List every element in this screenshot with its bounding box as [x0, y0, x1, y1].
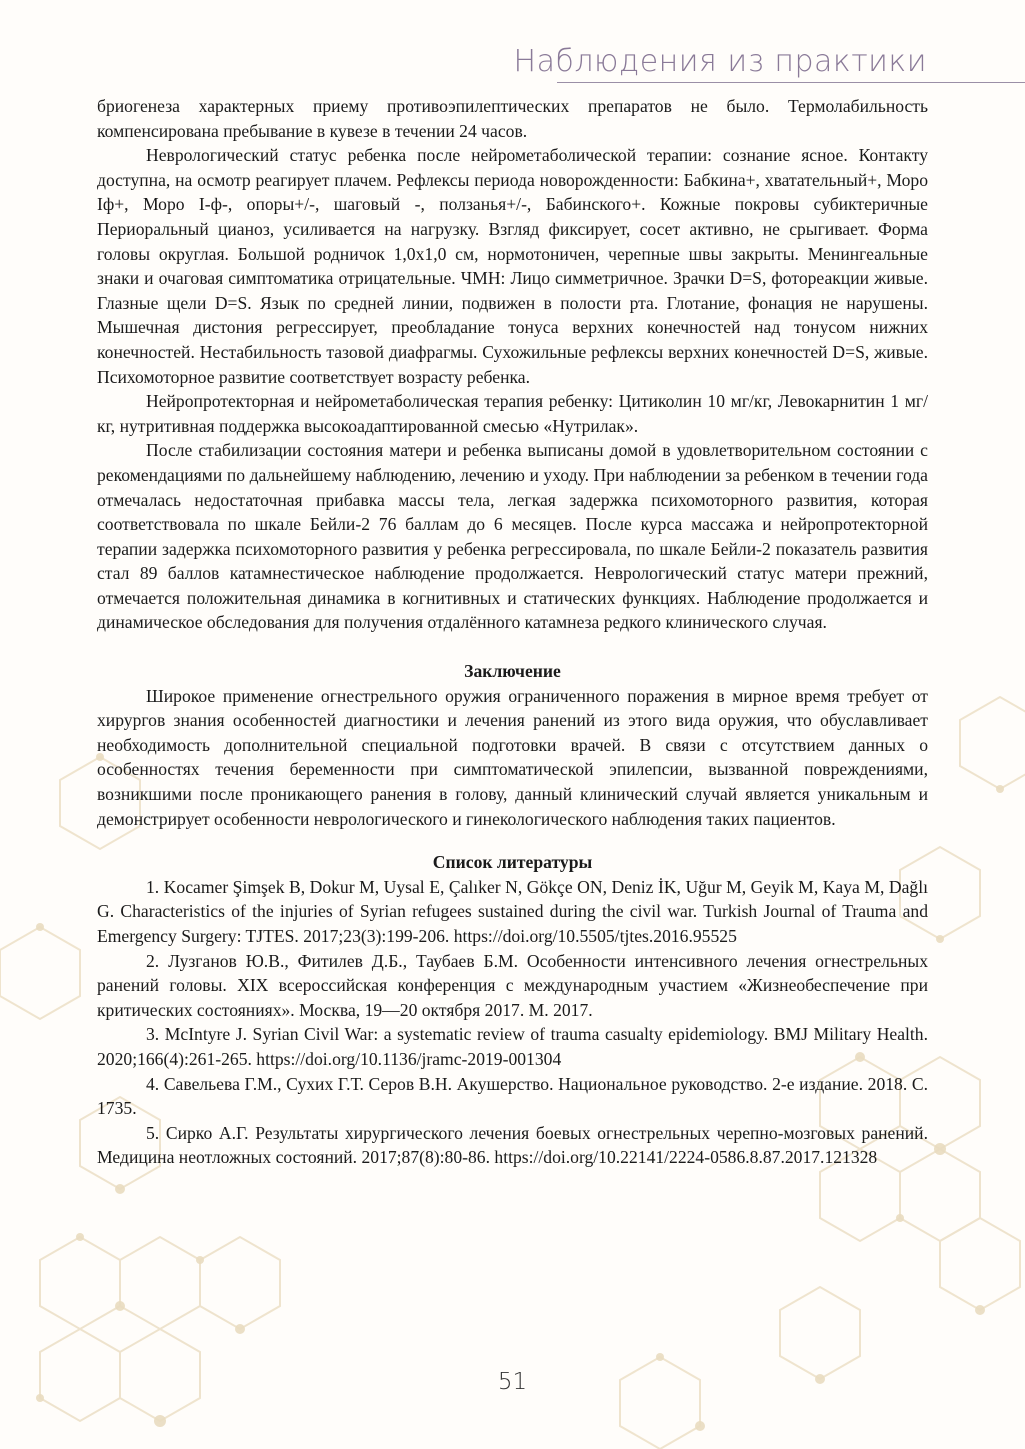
references-heading: Список литературы	[432, 852, 593, 873]
article-body	[97, 94, 928, 1170]
conclusion-heading: Заключение	[464, 661, 561, 682]
reference-item: 4. Савельева Г.М., Сухих Г.Т. Серов В.Н. Акушерство. Национальное руководство. 2-е издание. 2018. С. 1735.	[97, 1073, 928, 1119]
body-paragraph: бриогенеза характерных приему противоэпилептических препаратов не было. Термолабильность компенсирована пребывание в кувезе в течении 24 часов.	[97, 96, 928, 141]
page-number: 51	[497, 1369, 528, 1395]
spacer	[97, 635, 928, 659]
conclusion-paragraph: Широкое применение огнестрельного оружия ограниченного поражения в мирное время требует от хирургов знания особенностей диагностики и лечения ранений из этого вида оружия, что обуславливает необходимость дополнительной специальной подготовки врачей. В связи с отсутствием данных о особенностях течения беременности при симптоматической эпилепсии, вызванной повреждениями, возникшими после проникающего ранения в голову, данный клинический случай является уникальным и демонстрирует особенности неврологического и гинекологического наблюдения таких пациентов.	[97, 685, 928, 829]
section-title: Наблюдения из практики	[513, 44, 927, 79]
body-paragraph: После стабилизации состояния матери и ребенка выписаны домой в удовлетворительном состоянии с рекомендациями по дальнейшему наблюдению, лечению и уходу. При наблюдении за ребенком в течении года отмечалась недостаточная прибавка массы тела, легкая задержка психомоторного развития, которая соответствовала по шкале Бейли-2 76 баллам до 6 месяцев. После курса массажа и нейропротекторной терапии задержка психомоторного развития у ребенка регрессировала, по шкале Бейли-2 показатель развития стал 89 баллов катамнестическое наблюдение продолжается. Неврологический статус матери прежний, отмечается положительная динамика в когнитивных и статических функциях. Наблюдение продолжается и динамическое обследования для получения отдалённого катамнеза редкого клинического случая.	[97, 440, 928, 633]
reference-item: 1. Kocamer Şimşek B, Dokur M, Uysal E, Çalıker N, Gökçe ON, Deniz İK, Uğur M, Geyik M, Kaya M, Dağlı G. Characteristics of the injuries of Syrian refugees sustained during the civil war. Turkish Journal of Trauma and Emergency Surgery: TJTES. 2017;23(3):199-206. https://doi.org/10.5505/tjtes.2016.95525	[97, 876, 928, 946]
body-paragraph: Неврологический статус ребенка после нейрометаболической терапии: сознание ясное. Контакту доступна, на осмотр реагирует плачем. Рефлексы периода новорожденности: Бабкина+, хватательный+, Моро Iф+, Моро I-ф-, опоры+/-, шаговый -, ползанья+/-, Бабинского+. Кожные покровы субиктеричные Периоральный цианоз, усиливается на нагрузку. Взгляд фиксирует, сосет активно, не срыгивает. Форма головы округлая. Большой родничок 1,0х1,0 см, нормотоничен, черепные швы закрыты. Менингеальные знаки и очаговая симптоматика отрицательные. ЧМН: Лицо симметричное. Зрачки D=S, фотореакции живые. Глазные щели D=S. Язык по средней линии, подвижен в полости рта. Глотание, фонация не нарушены. Мышечная дистония регрессирует, преобладание тонуса верхних конечностей над тонусом нижних конечностей. Нестабильность тазовой диафрагмы. Сухожильные рефлексы верхних конечностей D=S, живые. Психомоторное развитие соответствует возрасту ребенка.	[97, 145, 928, 387]
reference-item: 2. Лузганов Ю.В., Фитилев Д.Б., Таубаев Б.М. Особенности интенсивного лечения огнестрельных ранений головы. XIX всероссийская конференция с международным участием «Жизнеобеспечение при критических состояниях». Москва, 19—20 октября 2017. М. 2017.	[97, 950, 928, 1020]
reference-item: 3. McIntyre J. Syrian Civil War: a systematic review of trauma casualty epidemiology. BMJ Military Health. 2020;166(4):261-265. https://doi.org/10.1136/jramc-2019-001304	[97, 1024, 928, 1069]
header-divider	[557, 82, 1025, 83]
spacer	[97, 831, 928, 850]
reference-item: 5. Сирко А.Г. Результаты хирургического лечения боевых огнестрельных черепно-мозговых ранений. Медицина неотложных состояний. 2017;87(8):80-86. https://doi.org/10.22141/2224-0586.8.87.2017.121328	[97, 1122, 928, 1168]
body-paragraph: Нейропротекторная и нейрометаболическая терапия ребенку: Цитиколин 10 мг/кг, Левокарнитин 1 мг/кг, нутритивная поддержка высокоадаптированной смесью «Нутрилак».	[97, 391, 928, 436]
